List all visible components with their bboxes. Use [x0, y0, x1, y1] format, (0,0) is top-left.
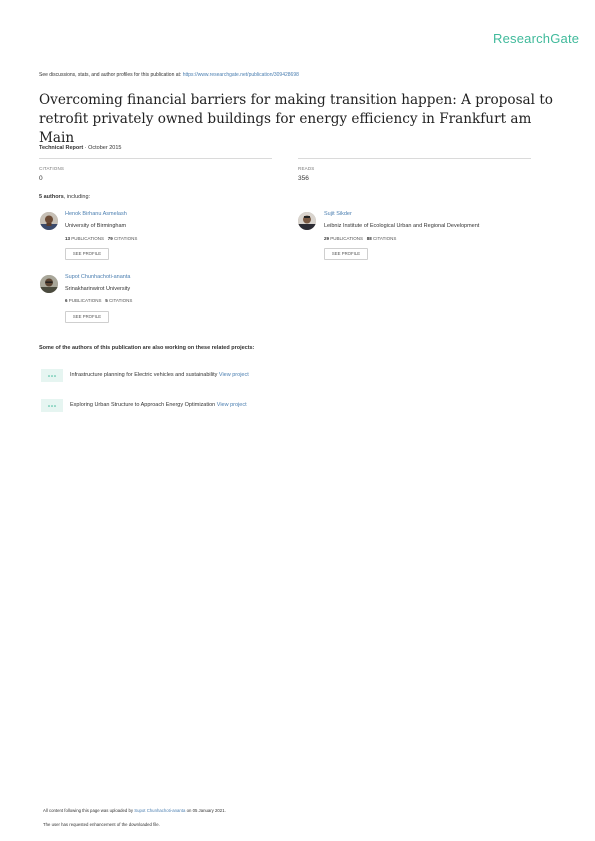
- publication-meta: [39, 145, 121, 151]
- author-stats: [65, 236, 137, 241]
- reads-value: 356: [298, 175, 309, 182]
- project-icon[interactable]: [41, 399, 63, 412]
- author-pubs-count: 13: [65, 236, 71, 241]
- enhancement-note: The user has requested enhancement of the downloaded file.: [43, 822, 160, 827]
- author-pubs-label: PUBLICATIONS: [68, 298, 102, 303]
- author-affiliation: University of Birmingham: [65, 223, 127, 229]
- project-icon[interactable]: [41, 369, 63, 382]
- author-cites-label: CITATIONS: [373, 236, 397, 241]
- see-profile-button[interactable]: SEE PROFILE: [65, 311, 109, 323]
- avatar-henok[interactable]: [40, 212, 58, 230]
- avatar-sujit[interactable]: [298, 212, 316, 230]
- project-title: Infrastructure planning for Electric vehicles and sustainability: [70, 372, 218, 378]
- project-title: Exploring Urban Structure to Approach Energy Optimization: [70, 402, 216, 408]
- author-stats: [65, 298, 132, 303]
- authors-count: 5 authors: [39, 194, 64, 200]
- citations-label: CITATIONS: [39, 166, 65, 171]
- author-affiliation: Leibniz Institute of Ecological Urban and Regional Development: [324, 223, 480, 229]
- publication-type: Technical Report: [39, 145, 84, 151]
- reads-divider: [298, 158, 531, 159]
- authors-heading: [39, 194, 90, 200]
- reads-label: READS: [298, 166, 315, 171]
- author-pubs-count: 29: [324, 236, 330, 241]
- author-pubs-label: PUBLICATIONS: [330, 236, 363, 241]
- author-cites-count: 88: [366, 236, 372, 241]
- author-cites-count: 79: [107, 236, 113, 241]
- citations-divider: [39, 158, 272, 159]
- publication-link[interactable]: https://www.researchgate.net/publication/309428698: [182, 72, 299, 78]
- authors-suffix: , including:: [63, 194, 91, 200]
- publication-date: · October 2015: [84, 145, 122, 151]
- project-item: [70, 372, 249, 378]
- author-pubs-count: 6: [65, 298, 68, 303]
- view-project-link[interactable]: View project: [216, 402, 247, 408]
- researchgate-logo[interactable]: ResearchGate: [493, 31, 580, 46]
- author-name[interactable]: Sujit Sikder: [324, 211, 352, 217]
- uploader-link[interactable]: Supot Chunhachoti-ananta: [134, 808, 186, 813]
- author-affiliation: Srinakharinwirot University: [65, 286, 131, 292]
- publication-title: Overcoming financial barriers for making transition happen: A proposal to retrofit privately owned buildings for energy efficiency in Frankfurt am Main: [39, 92, 553, 146]
- see-profile-button[interactable]: SEE PROFILE: [324, 248, 368, 260]
- author-name[interactable]: Henok Birhanu Asmelash: [65, 211, 127, 217]
- upload-prefix: All content following this page was uploaded by: [43, 808, 134, 813]
- author-name[interactable]: Supot Chunhachoti-ananta: [65, 274, 131, 280]
- projects-heading: Some of the authors of this publication are also working on these related projects:: [39, 345, 255, 351]
- citations-value: 0: [39, 175, 43, 182]
- author-cites-label: CITATIONS: [109, 298, 133, 303]
- upload-suffix: on 05 January 2021.: [186, 808, 226, 813]
- author-cites-label: CITATIONS: [114, 236, 138, 241]
- see-profile-button[interactable]: SEE PROFILE: [65, 248, 109, 260]
- view-project-link[interactable]: View project: [218, 372, 249, 378]
- author-pubs-label: PUBLICATIONS: [71, 236, 104, 241]
- author-cites-count: 5: [105, 298, 108, 303]
- discussion-line: [39, 72, 299, 78]
- discussion-text: See discussions, stats, and author profiles for this publication at:: [39, 72, 182, 78]
- avatar-supot[interactable]: [40, 275, 58, 293]
- project-item: [70, 402, 247, 408]
- author-stats: [324, 236, 396, 241]
- upload-note: [43, 808, 226, 813]
